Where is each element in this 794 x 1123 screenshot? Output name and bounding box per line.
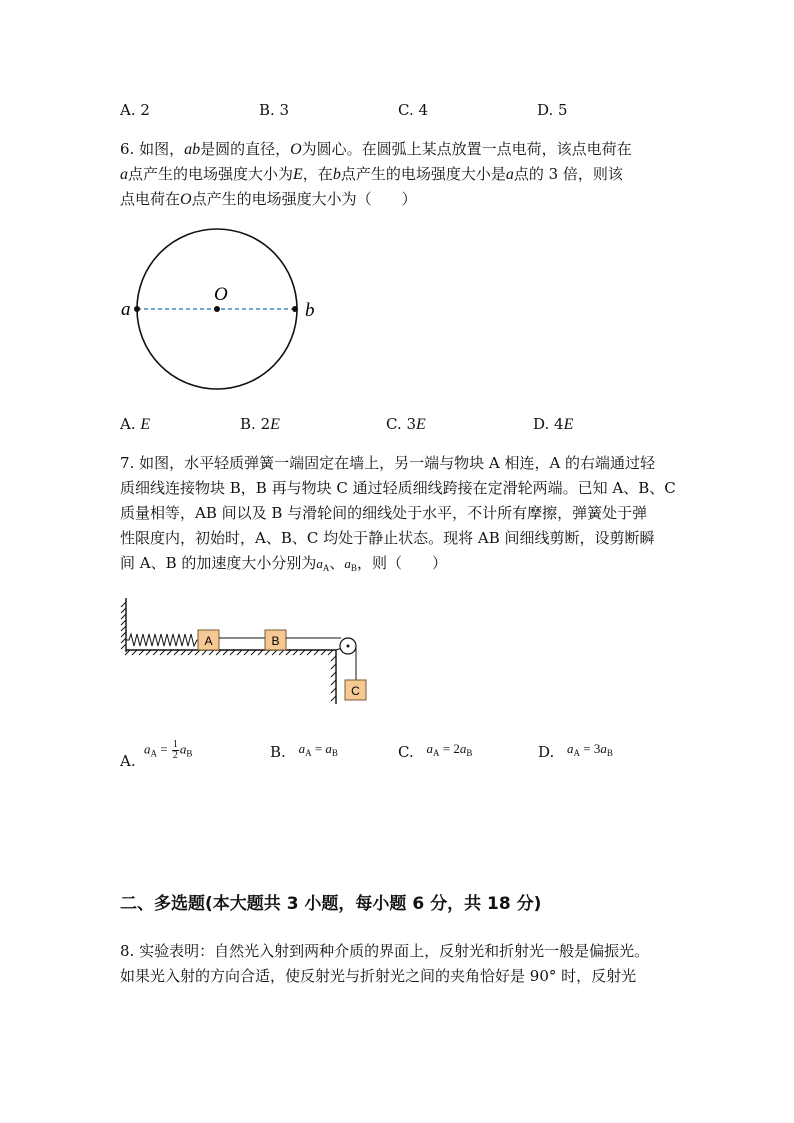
spring bbox=[126, 634, 198, 646]
table-edge-hatching bbox=[331, 656, 336, 701]
q7-line-4: 性限度内，初始时，A、B、C 均处于静止状态。现将 AB 间细线剪断，设剪断瞬 bbox=[120, 529, 655, 547]
q8-line-2: 如果光入射的方向合适，使反射光与折射光之间的夹角恰好是 90° 时，反射光 bbox=[120, 967, 637, 985]
q7-option-b: B. $a_A = a_B$ bbox=[270, 741, 338, 761]
q7-option-d: D. $a_A = 3a_B$ bbox=[538, 741, 613, 761]
q6-line-2: a点产生的电场强度大小为E，在b点产生的电场强度大小是a点的 3 倍，则该 bbox=[120, 165, 623, 183]
q5-option-c: C. 4 bbox=[398, 101, 429, 119]
q7-line-5: 间 A、B 的加速度大小分别为$a_A$、$a_B$，则（ ） bbox=[120, 554, 447, 573]
wall-hatching bbox=[121, 602, 126, 649]
q7-spring-pulley-diagram bbox=[118, 594, 378, 710]
q6-option-d: D. 4E bbox=[533, 415, 574, 433]
q6-option-b: B. 2E bbox=[240, 415, 280, 433]
q5-option-d: D. 5 bbox=[537, 101, 568, 119]
block-b-label: B bbox=[271, 634, 280, 648]
q7-line-2: 质细线连接物块 B，B 再与物块 C 通过轻质细线跨接在定滑轮两端。已知 A、B、C bbox=[120, 479, 676, 497]
pulley-axle bbox=[347, 645, 350, 648]
section-2-title: 二、多选题(本大题共 3 小题，每小题 6 分，共 18 分) bbox=[120, 894, 542, 914]
q6-line-3: 点电荷在O点产生的电场强度大小为（ ） bbox=[120, 190, 417, 208]
block-a-label: A bbox=[204, 634, 213, 648]
q7-option-c: C. $a_A = 2a_B$ bbox=[398, 741, 473, 761]
q5-option-a: A. 2 bbox=[120, 101, 150, 119]
q5-option-b: B. 3 bbox=[259, 101, 290, 119]
label-b: b bbox=[305, 300, 315, 321]
q8-line-1: 8. 实验表明：自然光入射到两种介质的界面上，反射光和折射光一般是偏振光。 bbox=[120, 942, 650, 960]
q6-option-a: A. E bbox=[120, 415, 151, 433]
table-hatching bbox=[125, 650, 333, 655]
q6-circle-diagram bbox=[110, 222, 330, 394]
block-c-label: C bbox=[351, 684, 360, 698]
point-b-dot bbox=[292, 306, 298, 312]
q7-line-1: 7. 如图，水平轻质弹簧一端固定在墙上，另一端与物块 A 相连，A 的右端通过轻 bbox=[120, 454, 656, 472]
point-a-dot bbox=[134, 306, 140, 312]
q7-line-3: 质量相等，AB 间以及 B 与滑轮间的细线处于水平，不计所有摩擦，弹簧处于弹 bbox=[120, 504, 648, 522]
q6-line-1: 6. 如图，ab是圆的直径，O为圆心。在圆弧上某点放置一点电荷，该点电荷在 bbox=[120, 140, 632, 158]
label-a: a bbox=[121, 299, 131, 320]
point-o-dot bbox=[214, 306, 220, 312]
q6-option-c: C. 3E bbox=[386, 415, 426, 433]
label-o: O bbox=[214, 284, 228, 305]
